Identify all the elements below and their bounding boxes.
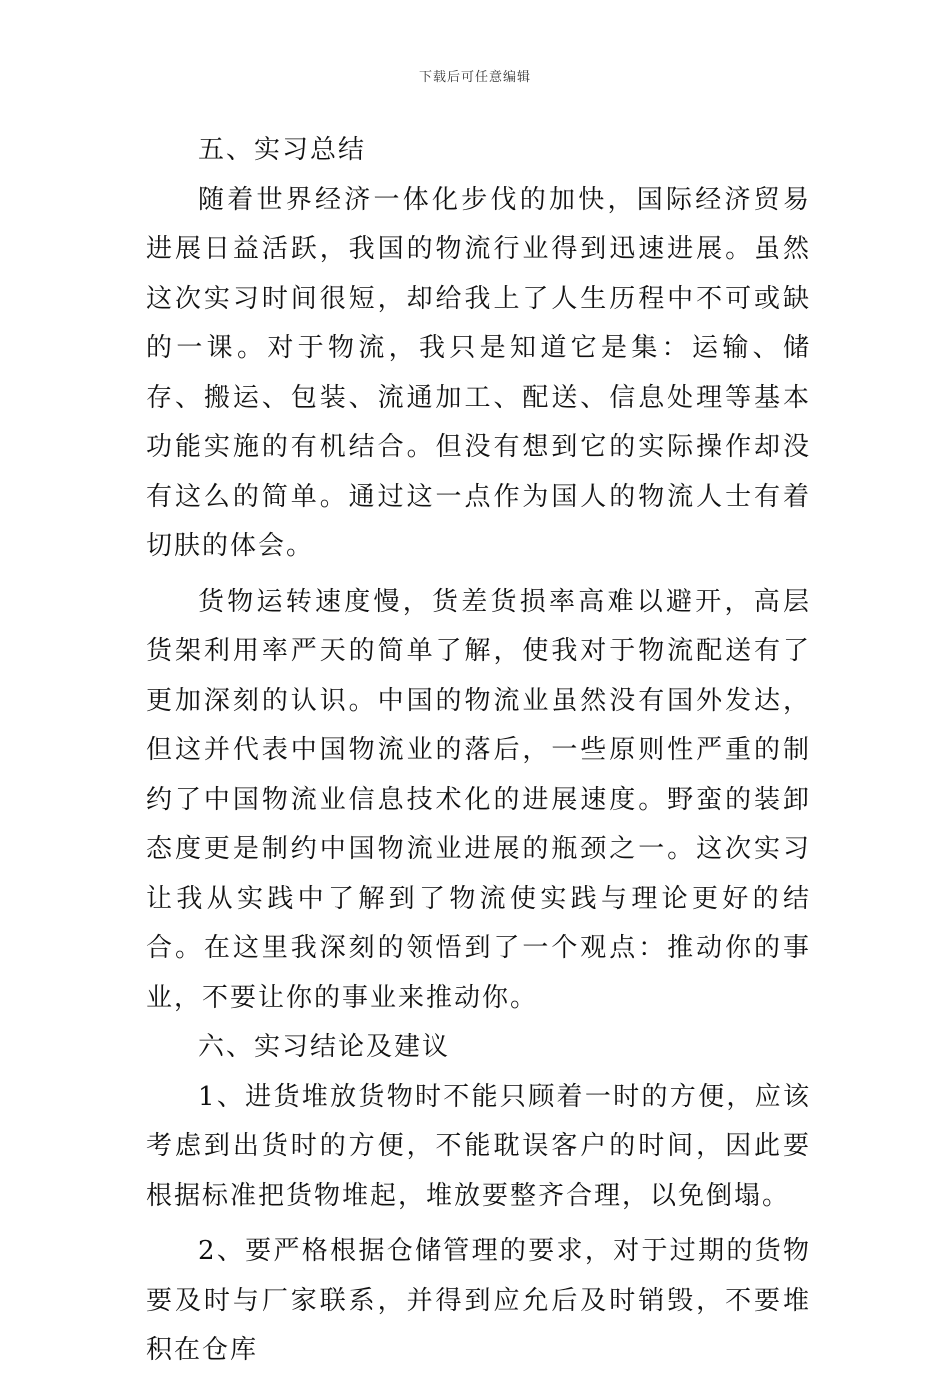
page-header: 下载后可任意编辑 [418,70,531,85]
document-body [146,126,811,1376]
paragraph-summary-2: 货物运转速度慢，货差货损率高难以避开，高层货架利用率严天的简单了解，使我对于物流配送有了更加深刻的认识。中国的物流业虽然没有国外发达，但这并代表中国物流业的落后，一些原则性严重的制约了中国物流业信息技术化的进展速度。野蛮的装卸态度更是制约中国物流业进展的瓶颈之一。这次实习让我从实践中了解到了物流使实践与理论更好的结合。在这里我深刻的领悟到了一个观点：推动你的事业，不要让你的事业来推动你。 [146,586,811,1013]
paragraph-summary-1: 随着世界经济一体化步伐的加快，国际经济贸易进展日益活跃，我国的物流行业得到迅速进展。虽然这次实习时间很短，却给我上了人生历程中不可或缺的一课。对于物流，我只是知道它是集：运输、储存、搬运、包装、流通加工、配送、信息处理等基本功能实施的有机结合。但没有想到它的实际操作却没有这么的简单。通过这一点作为国人的物流人士有着切肤的体会。 [146,184,811,561]
suggestion-item-1: 1、进货堆放货物时不能只顾着一时的方便，应该考虑到出货时的方便，不能耽误客户的时间，因此要根据标准把货物堆起，堆放要整齐合理，以免倒塌。 [146,1081,811,1211]
section-heading-summary: 五、实习总结 [198,135,367,165]
suggestion-item-2: 2、要严格根据仓储管理的要求，对于过期的货物要及时与厂家联系，并得到应允后及时销毁，不要堆积在仓库 [146,1236,811,1365]
section-heading-conclusions: 六、实习结论及建议 [198,1032,451,1062]
